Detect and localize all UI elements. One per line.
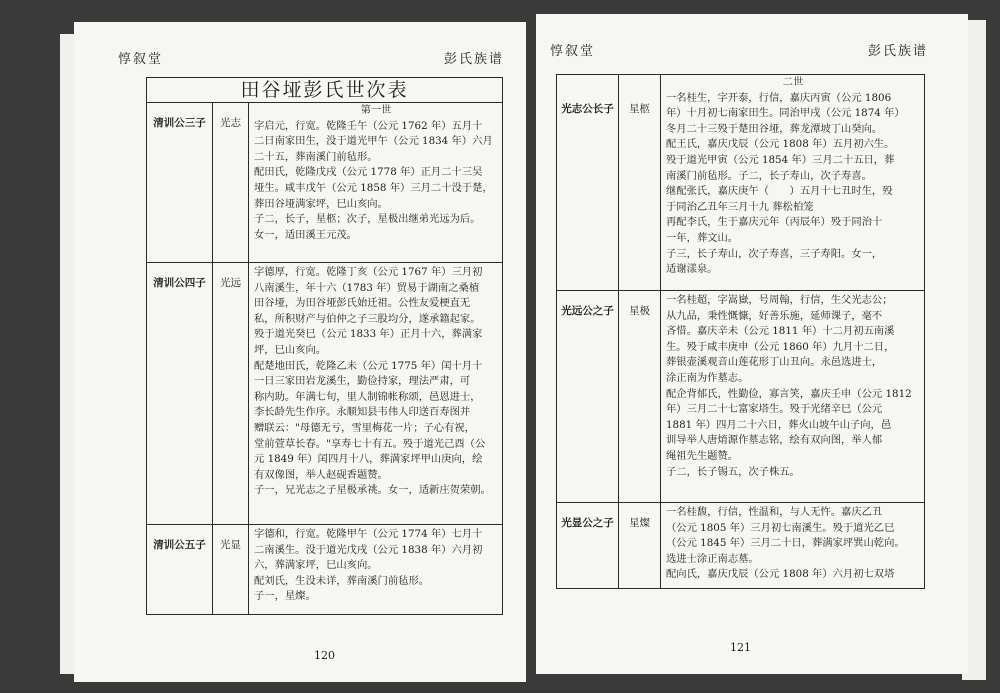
- bio-line: 六，葬满家坪，巳山亥向。: [254, 559, 378, 572]
- bio-line: 女一，适田溪王元茂。: [254, 228, 357, 241]
- bio-line: 子一，兄光志之子星极承祧。女一，适新庄贺荣朝。: [254, 484, 491, 497]
- bio-line: 配企背郁氏，性勤俭，寡言笑，嘉庆壬申（公元 1812: [666, 387, 912, 400]
- bio-line: 堂前萱草长春。"享寿七十有五。殁于道光己酉（公: [254, 437, 486, 450]
- bio-line: 字德和，行宽。乾隆甲午（公元 1774 年）七月十: [254, 528, 483, 540]
- bio-line: 子二，长子，星柩；次子，星极出继弟光远为后。: [254, 213, 481, 226]
- parent-cell: 光显公之子: [557, 503, 619, 589]
- bio-line: 子一，星燦。: [254, 590, 316, 603]
- right-generation-table: [556, 74, 925, 589]
- generation-label: 二世: [782, 76, 804, 88]
- bio-line: 选进士涂正南志墓。: [666, 552, 759, 565]
- bio-line: 葬银壶溪观音山莲花形丁山丑向。永邑选进士，: [666, 356, 883, 369]
- bio-line: 配向氏，嘉庆戊辰（公元 1808 年）六月初七双塔: [666, 568, 895, 581]
- bio-line: 坪，巳山亥向。: [254, 343, 327, 356]
- page-number: 120: [314, 649, 335, 662]
- bio-line: 殁于道光甲寅（公元 1854 年）三月二十五日，葬: [666, 153, 895, 166]
- bio-line: 从九品，秉性慨慷，好善乐施，延师课子，毫不: [666, 309, 883, 322]
- bio-line: 私，所积财产与伯仲之子三股均分，遂承籍起家。: [254, 312, 481, 325]
- bio-line: 田谷垭，为田谷垭彭氏始迁祖。公性友爱梗直无: [254, 297, 471, 310]
- bio-line: 绳祖先生题赞。: [666, 449, 739, 462]
- bio-line: 一年，葬文山。: [666, 231, 739, 244]
- biography-cell: [661, 291, 925, 503]
- bio-line: 赠联云："母德无亏，雪里梅花一片；子心有祝，: [254, 421, 475, 434]
- bio-line: 二日南家田生，没于道光甲午（公元 1834 年）六月: [254, 135, 493, 148]
- bio-line: 二十五，葬南溪门前毡形。: [254, 150, 378, 163]
- name-cell: 光显: [213, 525, 249, 615]
- right-header-title: 惇叙堂: [550, 44, 596, 59]
- name-cell: 星燦: [619, 503, 661, 589]
- right-header-book-title: 彭氏族谱: [867, 44, 928, 59]
- table-title: 田谷垭彭氏世次表: [147, 78, 503, 103]
- biography-cell: [249, 103, 503, 263]
- page-number: 121: [730, 641, 751, 654]
- parent-cell: 清训公四子: [147, 263, 213, 525]
- bio-line: 殁于道光癸巳（公元 1833 年）正月十六，葬满家: [254, 328, 483, 341]
- name-cell: 光志: [213, 103, 249, 263]
- name-cell: 星极: [619, 291, 661, 503]
- bio-line: 葬田谷垭满家坪，巳山亥向。: [254, 197, 388, 210]
- left-header-book-title: 彭氏族谱: [443, 52, 504, 67]
- parent-cell: 清训公五子: [147, 525, 213, 615]
- bio-line: 于同治乙丑年三月十九 葬松柏笼: [666, 200, 814, 213]
- bio-line: 生。殁于咸丰庚申（公元 1860 年）九月十二日，: [666, 340, 895, 353]
- bio-line: 吝惜。嘉庆辛未（公元 1811 年）十二月初五南溪: [666, 325, 895, 338]
- bio-line: 有双像图，举人赵砚香题赞。: [254, 468, 388, 481]
- name-cell: 星柩: [619, 75, 661, 291]
- parent-cell: 光志公长子: [557, 75, 619, 291]
- bio-line: （公元 1805 年）三月初七南溪生。殁于道光乙巳: [666, 521, 895, 534]
- left-header-title: 惇叙堂: [118, 52, 164, 67]
- bio-line: 年）十月初七南家田生。同治甲戌（公元 1874 年）: [666, 107, 905, 120]
- bio-line: 继配张氏，嘉庆庚午（ ）五月十七丑时生，殁: [666, 185, 893, 198]
- bio-line: 训导举人唐焴源作墓志铭，绘有双向图，举人郁: [666, 434, 883, 447]
- bio-line: 配刘氏，生没未详，葬南溪门前毡形。: [254, 574, 430, 587]
- bio-line: 冬月二十三殁于楚田谷垭，葬龙潭坡丁山癸向。: [666, 122, 883, 135]
- bio-line: 一日三家田岩龙溪生，勤俭持家，理法严肃，可: [254, 375, 471, 388]
- generation-label: 第一世: [360, 104, 392, 116]
- right-page: [536, 14, 968, 674]
- bio-line: 字德厚，行宽。乾隆丁亥（公元 1767 年）三月初: [254, 266, 483, 278]
- bio-line: 年）三月二十七富家塔生。殁于光绪辛巳（公元: [666, 403, 883, 416]
- bio-line: 适谢漾泉。: [666, 263, 718, 276]
- bio-line: 称内助。年满七旬，里人制锦帐称颂，邑恩进士，: [254, 390, 481, 403]
- bio-line: 配王氏，嘉庆戊辰（公元 1808 年）五月初六生。: [666, 138, 895, 151]
- bio-line: 南溪门前毡形。子二，长子寿山，次子寿喜。: [666, 169, 872, 182]
- bio-line: 元 1849 年）闰四月十八，葬满家坪甲山庚向，绘: [254, 453, 483, 466]
- bio-line: 一名桂馥，行信，性温和，与人无忤。嘉庆乙丑: [666, 506, 883, 518]
- left-page: [74, 22, 526, 682]
- name-cell: 光远: [213, 263, 249, 525]
- parent-cell: 清训公三子: [147, 103, 213, 263]
- bio-line: 配楚地田氏，乾隆乙未（公元 1775 年）闰十月十: [254, 359, 483, 372]
- bio-line: 一名桂超，字嵩嶽，号周翰，行信，生父光志公；: [666, 294, 893, 306]
- bio-line: 二南溪生。没于道光戊戌（公元 1838 年）六月初: [254, 543, 483, 556]
- bio-line: 涂正南为作墓志。: [666, 371, 749, 384]
- biography-cell: [249, 525, 503, 615]
- bio-line: 字启元，行宽。乾隆壬午（公元 1762 年）五月十: [254, 119, 483, 132]
- biography-cell: [661, 75, 925, 291]
- bio-line: 李长龄先生作序。永顺知县韦伟人印送百寿图并: [254, 406, 471, 419]
- bio-line: 配田氏，乾隆戊戌（公元 1778 年）正月二十三吴: [254, 166, 483, 179]
- bio-line: 八南溪生，年十六（1783 年）贸易于湖南之桑植: [254, 281, 480, 294]
- bio-line: 一名桂生，字开泰，行信，嘉庆丙寅（公元 1806: [666, 91, 892, 104]
- bio-line: 垭生。咸丰戊午（公元 1858 年）三月二十没于楚，: [254, 181, 493, 194]
- biography-cell: [661, 503, 925, 589]
- parent-cell: 光远公之子: [557, 291, 619, 503]
- bio-line: 再配李氏，生于嘉庆元年（丙辰年）殁于同治十: [666, 216, 883, 229]
- bio-line: 1881 年）四月二十六日，葬火山坡午山子向，邑: [666, 418, 892, 431]
- left-generation-table: [146, 77, 503, 615]
- bio-line: （公元 1845 年）三月二十日，葬满家坪巽山乾向。: [666, 537, 905, 550]
- biography-cell: [249, 263, 503, 525]
- bio-line: 子三，长子寿山，次子寿喜，三子寿阳。女一，: [666, 247, 883, 260]
- bio-line: 子二，长子锡五，次子株五。: [666, 465, 800, 478]
